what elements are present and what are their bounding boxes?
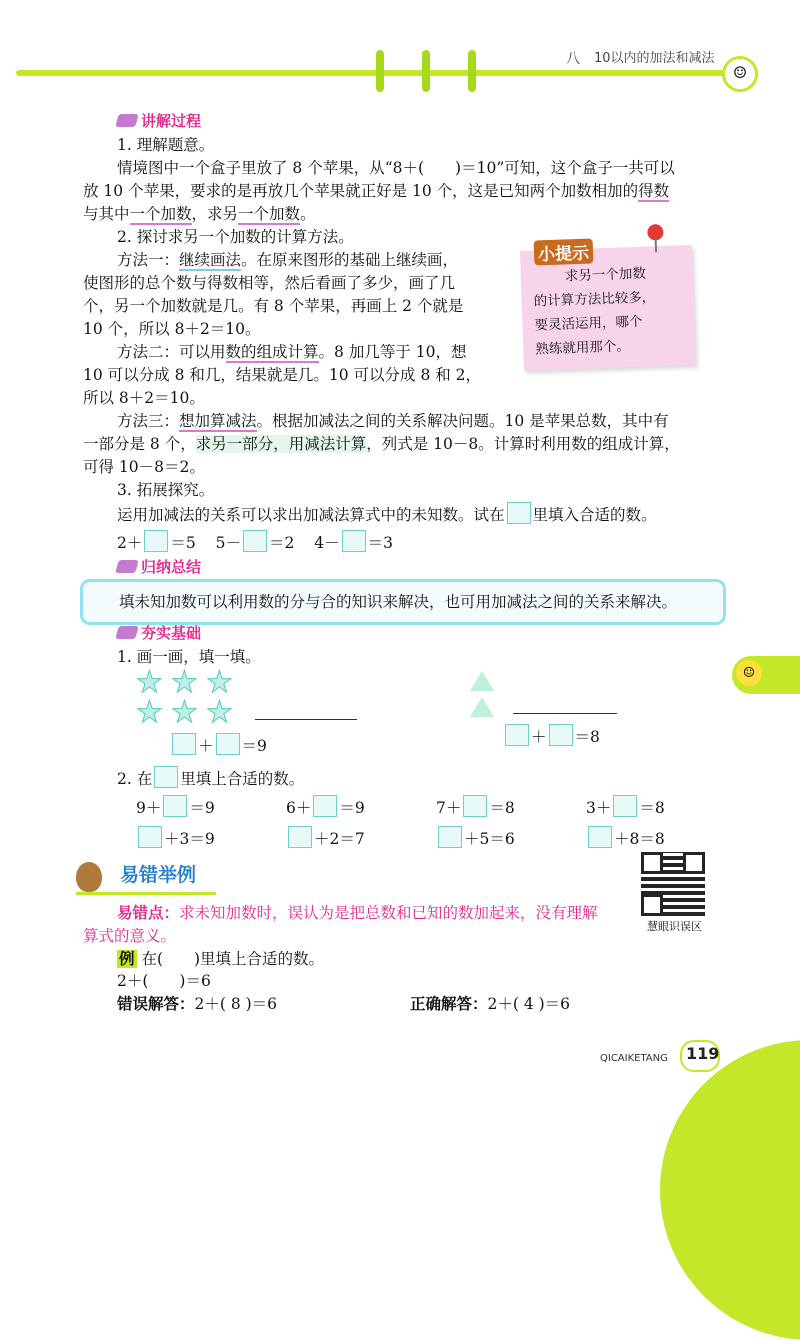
wrong-answer: 错误解答：2＋( 8 )＝6 (117, 995, 278, 1013)
qr-code[interactable] (641, 852, 705, 916)
step-2: 2. 探讨求另一个加数的计算方法。 (117, 228, 354, 246)
question-1-equation-1: ＋ ＝9 (170, 733, 267, 757)
page-number: 119 (686, 1044, 720, 1063)
drawing-line (255, 719, 357, 720)
question-2: 2. 在 里填上合适的数。 (117, 766, 304, 790)
header-ring-3 (468, 50, 476, 92)
method-3-line-3: 可得 10－8＝2。 (83, 458, 205, 476)
q2-r2-c1: ＋3＝9 (136, 826, 215, 850)
header-ring-2 (422, 50, 430, 92)
answer-box[interactable] (288, 826, 312, 848)
method-1-line-4: 10 个，所以 8＋2＝10。 (83, 320, 261, 338)
header-mascot-icon: ☺ (722, 56, 758, 92)
answer-box[interactable] (144, 530, 168, 552)
star-icon: ★ (206, 665, 233, 700)
section-heading-summary: 归纳总结 (117, 556, 201, 577)
summary-text: 填未知加数可以利用数的分与合的知识来解决，也可用加减法之间的关系来解决。 (119, 593, 678, 611)
answer-box (507, 502, 531, 524)
footer-brand: QICAIKETANG (600, 1053, 668, 1064)
method-2-line-3: 所以 8＋2＝10。 (83, 389, 205, 407)
right-answer: 正确解答：2＋( 4 )＝6 (410, 995, 571, 1013)
para-line-3: 与其中一个加数，求另一个加数。 (83, 205, 316, 223)
answer-box[interactable] (463, 795, 487, 817)
explore-line: 运用加减法的关系可以求出加减法算式中的未知数。试在 里填入合适的数。 (117, 502, 657, 526)
question-1-equation-2: ＋ ＝8 (503, 724, 600, 748)
star-icon: ★ (136, 665, 163, 700)
pushpin-needle (655, 238, 657, 252)
answer-box[interactable] (588, 826, 612, 848)
example-label: 例 (119, 950, 135, 968)
mistake-point-line-1: 易错点：求未知加数时，误认为是把总数和已知的数加起来，没有理解 (117, 904, 598, 922)
tip-line-3: 要灵活运用，哪个 (534, 313, 643, 334)
footer-corner (660, 1040, 800, 1340)
section-icon (115, 114, 138, 127)
method-3-line-2: 一部分是 8 个，求另一部分，用减法计算，列式是 10－8。计算时利用数的组成计算， (83, 435, 680, 453)
section-heading-explain: 讲解过程 (117, 110, 201, 131)
answer-box[interactable] (243, 530, 267, 552)
q2-r1-c3: 7＋ ＝8 (436, 795, 515, 819)
header-ring-1 (376, 50, 384, 92)
para-line-2: 放 10 个苹果，要求的是再放几个苹果就正好是 10 个，这是已知两个加数相加的得数 (83, 182, 670, 200)
q2-r1-c4: 3＋ ＝8 (586, 795, 665, 819)
q2-r1-c1: 9＋ ＝9 (136, 795, 215, 819)
answer-box[interactable] (613, 795, 637, 817)
header-chapter: 八 (566, 51, 580, 67)
q2-r2-c3: ＋5＝6 (436, 826, 515, 850)
explore-equations: 2＋ ＝5 5－ ＝2 4－ ＝3 (117, 530, 393, 554)
mistake-mascot-icon (76, 862, 102, 892)
method-2-line-1: 方法二：可以用数的组成计算。8 加几等于 10，想 (117, 343, 467, 361)
answer-box[interactable] (216, 733, 240, 755)
answer-box (154, 766, 178, 788)
section-icon (115, 560, 138, 573)
step-1: 1. 理解题意。 (117, 136, 215, 154)
example-line: 例 在( )里填上合适的数。 (119, 950, 325, 968)
triangle-icon (470, 671, 494, 691)
method-1-line-3: 个，另一个加数就是几。有 8 个苹果，再画上 2 个就是 (83, 297, 464, 315)
tip-note (520, 245, 696, 371)
mistake-heading: 易错举例 (120, 864, 197, 886)
star-icon: ★ (136, 695, 163, 730)
tip-line-4: 熟练就用那个。 (535, 338, 631, 358)
mistake-point-line-2: 算式的意义。 (83, 927, 177, 945)
section-icon (115, 626, 138, 639)
question-1: 1. 画一画，填一填。 (117, 648, 261, 666)
method-1-line-1: 方法一：继续画法。在原来图形的基础上继续画， (117, 251, 459, 269)
method-3-line-1: 方法三：想加算减法。根据加减法之间的关系解决问题。10 是苹果总数，其中有 (117, 412, 669, 430)
header-title: 10以内的加法和减法 (594, 51, 715, 66)
answer-box[interactable] (549, 724, 573, 746)
q2-r2-c4: ＋8＝8 (586, 826, 665, 850)
method-2-line-2: 10 可以分成 8 和几，结果就是几。10 可以分成 8 和 2， (83, 366, 482, 384)
section-heading-basic: 夯实基础 (117, 622, 201, 643)
method-1-line-2: 使图形的总个数与得数相等，然后看画了多少，画了几 (83, 274, 456, 292)
drawing-line (513, 713, 617, 714)
mistake-heading-underline (76, 892, 216, 895)
answer-box[interactable] (313, 795, 337, 817)
star-icon: ★ (171, 665, 198, 700)
answer-box[interactable] (172, 733, 196, 755)
summary-box (80, 579, 726, 625)
qr-caption: 慧眼识误区 (647, 920, 702, 933)
star-icon: ★ (206, 695, 233, 730)
q2-r1-c2: 6＋ ＝9 (286, 795, 365, 819)
para-line-1: 情境图中一个盒子里放了 8 个苹果，从“8＋( )＝10”可知，这个盒子一共可以 (117, 159, 675, 177)
step-3: 3. 拓展探究。 (117, 481, 215, 499)
answer-box[interactable] (438, 826, 462, 848)
tip-line-1: 求另一个加数 (564, 265, 647, 285)
star-icon: ★ (171, 695, 198, 730)
triangle-icon (470, 697, 494, 717)
q2-r2-c2: ＋2＝7 (286, 826, 365, 850)
answer-box[interactable] (163, 795, 187, 817)
frog-icon: ☺ (736, 660, 762, 686)
tip-line-2: 的计算方法比较多， (533, 289, 656, 310)
tip-title: 小提示 (534, 238, 594, 265)
answer-box[interactable] (505, 724, 529, 746)
example-equation: 2＋( )＝6 (117, 972, 211, 990)
answer-box[interactable] (138, 826, 162, 848)
answer-box[interactable] (342, 530, 366, 552)
